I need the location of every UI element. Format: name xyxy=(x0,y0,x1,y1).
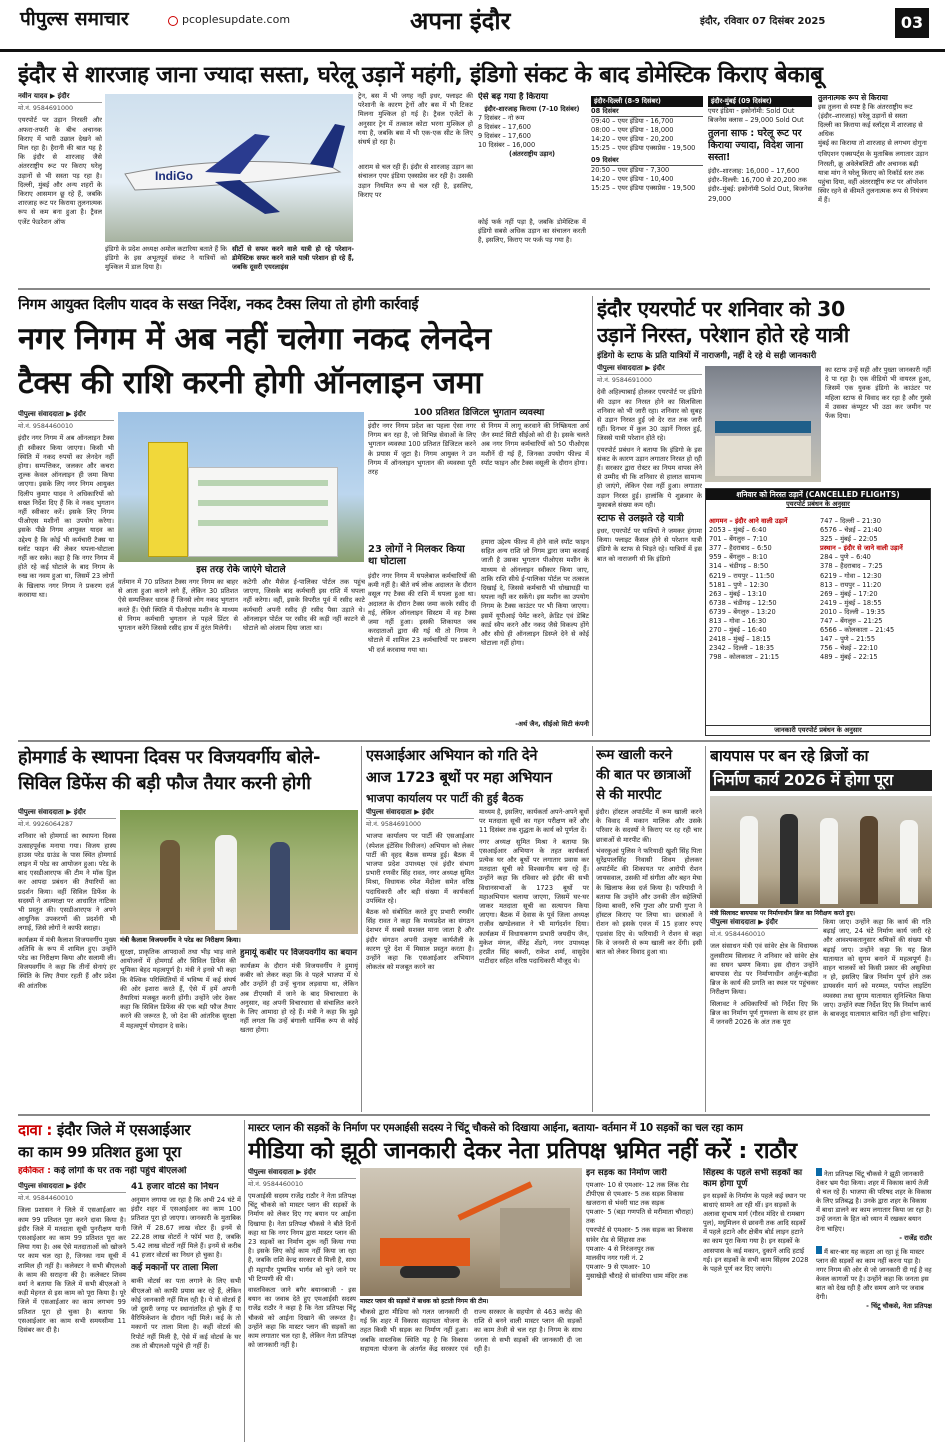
divider xyxy=(18,288,930,290)
departure-row: 2419 – मुंबई – 18:55 xyxy=(820,598,882,607)
s7-headline-2: निर्माण कार्य 2026 में होगा पूरा xyxy=(710,770,932,791)
s1-col1: नवीन यादव ▶ इंदौर मो.नं. 9584691000 एयरपोर्ट पर उड़ान निरस्ती और अफरा-तफरी के बीच अचानक किराए में भारी उछाल देखने को मिल रहा है। हैरानी की बात यह है कि इंदौर से शारजाह जैसे अंतरराष्ट्रीय रूट पर किराए घरेलू उड़ानों से भी सस्ता पड़ रहा है। दिल्ली, मुंबई और अन्य शहरों के किराए आसमान छू रहे हैं, जबकि शारजाह रूट पर किराया तुलनात्मक रूप से कम बना हुआ है। ट्रैवल एजेंट फेडरेशन ऑफ xyxy=(18,92,102,226)
road-item: सांवेर रोड से सिंहासा तक xyxy=(586,1235,646,1244)
s3-col1: पीपुल्स संवाददाता ▶ इंदौर मो.नं. 9584691000 देवी अहिल्याबाई होलकर एयरपोर्ट पर इंडिगो की उड़ान का निरस्त होने का सिलसिला शनिवार को भी जारी रहा। शनिवार को सुबह से उड़ान निरस्त हुईं जो देर रात तक जारी रहीं। दिनभर में कुल 30 उड़ानें निरस्त हुईं, जिससे यात्री परेशान होते रहे। एयरपोर्ट प्रबंधन ने बताया कि इंडिगो के इस संकट के कारण उड़ान लगातार निरस्त हो रही हैं। सरकार द्वारा रोस्टर का नियम वापस लेने से उम्मीद थी कि शनिवार से हालात सामान्य हो जाएंगे, लेकिन ऐसा नहीं हुआ। लगातार उड़ान निरस्त हुई। हालांकि ये शुक्रवार के मुकाबले संख्या कम रही। स्टाफ से उलझते रहे यात्री इधर, एयरपोर्ट पर यात्रियों ने जमकर हंगामा किया। फ्लाइट कैंसल होने से परेशान यात्री इंडिगो के स्टाफ से भिड़ते रहे। यात्रियों में इस बात को नाराजगी थी कि इंडिगो xyxy=(597,364,702,563)
arrival-row: 6739 – बेंगलुरु – 13:20 xyxy=(709,607,776,616)
s5-headline-1: एसआईआर अभियान को गति देने xyxy=(366,748,538,764)
departure-row: 378 – हैदराबाद – 7:25 xyxy=(820,562,883,571)
svg-text:IndiGo: IndiGo xyxy=(155,169,193,183)
s1-col4: ट्रेन, बस में भी जगह नहीं इधर, फ्लाइट की परेशानी के कारण ट्रेनों और बस में भी टिकट मिलना मुश्किल हो गई है। ट्रैवल एजेंटों के अनुसार ट्रेन में तत्काल कोटा भरना मुश्किल हो गया है, जबकि बस में भी एक-एक सीट के लिए संघर्ष हो रहा है। आराम से चल रही हैं। इंदौर से शारजाह उड़ान का संचालन एयर इंडिया एक्सप्रेस कर रही है। उसकी उड़ान नियमित रूप से चल रही है, इसलिए, किराए पर xyxy=(358,92,473,199)
departure-row: 756 – चेन्नई – 22:10 xyxy=(820,644,878,653)
s8-col1: पीपुल्स संवाददाता ▶ इंदौर मो.नं. 9584460010 जिला प्रशासन ने जिले में एसआईआर का काम 99 प्रतिशत पूरा करने दावा किया है। इंदौर जिले में मतदाता सूची पुनरीक्षण यानी एसआईआर का काम 99 प्रतिशत पूरा कर लिया गया है। अब ऐसे मतदाताओं को खोजने पर काम चल रहा है, जिनका नाम सूची में शामिल ही नहीं है। कलेक्टर ने सभी बीएलओ के काम की सराहना की है। कलेक्टर शिवम वर्मा ने बताया कि जिले में सभी बीएलओ ने कड़ी मेहनत से इस काम को पूरा किया है। पूरे जिले में एसआईआर का काम लगभग 99 प्रतिशत पूरा हो चुका है। बताया कि एसआईआर का काम सभी समयसीमा 11 दिसंबर कर दी है। xyxy=(18,1182,126,1335)
s5-col2: माध्यम है, इसलिए, कार्यकर्ता अपने-अपने बूथों पर मतदाता सूची का गहन परीक्षण करें और 11 दिसंबर तक शुद्धता के कार्य को पूर्णता दें। नगर अध्यक्ष सुमित मिश्रा ने बताया कि एसआईआर अभियान के तहत कार्यकर्ता प्रत्येक घर और बूथों पर लगातार प्रवास कर मतदाता सूची को विश्वसनीय बना रहे हैं। उन्होंने कहा कि रविवार को इंदौर की सभी विधानसभाओं के 1723 बूथों पर महाअभियान चलाया जाएगा, जिसमें घर-घर जाकर मतदाता सूची का सत्यापन किया जाएगा। बैठक में देवास के पूर्व जिला अध्यक्ष राजीव खण्डेलवाल ने भी मार्गदर्शन दिया। कार्यक्रम में विधायकगण प्रभारी जयदीप जैन, मुकेश मंगल, वीरेंद्र शेंडगे, नगर उपाध्यक्ष हरप्रीत सिंह बक्शी, राकेश शर्मा, वासुदेव पाटीदार सहित वरिष्ठ पदाधिकारी मौजूद थे। xyxy=(479,808,589,966)
globe-icon xyxy=(168,16,178,26)
s4-headline-2: सिविल डिफेंस की बड़ी फौज तैयार करनी होगी xyxy=(18,773,311,794)
arrival-row: 2342 – दिल्ली – 18:35 xyxy=(709,644,775,653)
divider xyxy=(592,746,593,1112)
departure-row: 813 – रायपुर – 11:20 xyxy=(820,580,882,589)
s9-demolition-photo xyxy=(360,1168,582,1296)
road-item: मुसाखेड़ी चौराहे से सांवरिया धाम मंदिर तक xyxy=(586,1271,688,1280)
departure-row: 747 – दिल्ली – 21:30 xyxy=(820,517,881,525)
s1-fare-row: 9 दिसंबर – 17,600 xyxy=(478,132,531,141)
arrival-row: 959 – बेंगलुरु – 8:10 xyxy=(709,553,768,562)
site-url: pcoplesupdate.com xyxy=(182,13,291,26)
arrival-row: 813 – गोवा – 16:30 xyxy=(709,617,767,626)
page-number: 03 xyxy=(895,8,929,38)
s5-headline-2: आज 1723 बूथों पर महा अभियान xyxy=(366,770,552,786)
s6-headline-2: की बात पर छात्राओं xyxy=(596,767,691,783)
s9-col1: एमआईसी सदस्य राजेंद्र राठौर ने नेता प्रतिपक्ष चिंटू चौकसे को मास्टर प्लान की सड़कों के निर्माण को लेकर दिए गए बयान पर आईना दिखाया है। नेता प्रतिपक्ष चौकसे ने बीते दिनों कहा था कि नगर निगम द्वारा मास्टर प्लान की 23 सड़कों का निर्माण शुरू नहीं किया गया है। इसके लिए कोई काम नहीं किया जा रहा है, जबकि राशि केन्द्र सरकार से मिली है, साथ ही महापौर पुष्यमित्र भार्गव को चुने जाने पर भी टिप्पणी की थी। वास्तविकता जाने बगैर बयानबाजी - इस बयान का जवाब देते हुए एमआईसी सदस्य राजेंद्र राठौर ने कहा है कि नेता प्रतिपक्ष चिंटू चौकसे को आईना दिखाने की जरूरत है। उन्होंने कहा कि मास्टर प्लान की सड़कों का काम लगातार चल रहा है, लेकिन नेता प्रतिपक्ष को जानकारी नहीं है। xyxy=(248,1192,356,1350)
s2-col5b: हमारा उद्देश्य फील्ड में होने वाले स्पॉट फाइन सहित अन्य राशि जो निगम द्वारा जमा करवाई जाती है उसका भुगतान पीओएस मशीन के माध्यम से ऑनलाइन स्वीकार किया जाए, ताकि राशि सीधे ई-पालिका पोर्टल पर तत्काल दिखाई दे, जिससे कर्मचारी भी धोखाधड़ी या घपला नहीं कर सकेंगे। इस मशीन का उपयोग निगम के टैक्स काउंटर पर भी किया जाएगा। इसमें यूपीआई पेमेंट करने, क्रेडिट एवं डेबिट कार्ड स्वैप करने और नकद जैसे विकल्प होंगे और सीधे ही ऑनलाइन डिस्प्ले देने से कोई घोटाला नहीं होगा। xyxy=(481,538,589,648)
s7-photo-caption: मंत्री सिलावट बायपास पर निर्माणाधीन ब्रिज का निरीक्षण करते हुए। xyxy=(710,910,856,917)
departure-row: 6576 – चेन्नई – 21:40 xyxy=(820,526,882,535)
s1-fare-row: 8 दिसंबर – 17,600 xyxy=(478,123,531,132)
departure-row: 6566 – कोलकाता – 21:45 xyxy=(820,626,895,635)
divider xyxy=(361,746,362,1112)
s4-col2: सुरक्षा, प्राकृतिक आपदाओं तथा भीड़ भाड़ वाले आयोजनों में होमगार्ड और सिविल डिफेंस की भूमिका बेहद महत्वपूर्ण है। मंत्री ने इनसे भी कहा कि वैश्विक परिस्थितियों में भविष्य में कई संघर्ष की ओर इशारा करते हैं, ऐसे में हमें अपनी तैयारियां मजबूत करनी होंगी। उन्होंने जोर देकर कहा कि सिविल डिफेंस की एक बड़ी फौज तैयार करने की जरूरत है, जो देश की आंतरिक सुरक्षा में महत्वपूर्ण योगदान दे सके। xyxy=(120,948,236,1030)
road-item: एयरपोर्ट से एमआर- 5 तक सड़क का विकास xyxy=(586,1226,693,1235)
quote-icon xyxy=(816,1168,822,1176)
road-item: खजराना से भंवरी घाट तक सड़क xyxy=(586,1199,665,1208)
s1-fare-row: 10 दिसंबर – 16,000 xyxy=(478,141,536,150)
s2-kicker: निगम आयुक्त दिलीप यादव के सख्त निर्देश, नकद टैक्स लिया तो होगी कार्रवाई xyxy=(18,297,419,313)
s5-kicker: भाजपा कार्यालय पर पार्टी की हुई बैठक xyxy=(366,792,524,805)
s7-site-photo xyxy=(710,796,932,908)
arrival-row: 798 – कोलकाता – 21:15 xyxy=(709,653,780,662)
s4-photo-caption: मंत्री कैलाश विजयवर्गीय ने परेड का निरीक्षण किया। xyxy=(120,936,241,944)
s9-simhastha-box: सिंहस्थ के पहले सभी सड़कों का काम होगा पूर्ण इन सड़कों के निर्माण के पहले कई स्थान पर बाधाएं सामने आ रही थीं। इन सड़कों के अलावा सुभाष मार्ग (गौरव मंदिर से रामबाग पुल), मधुमिलन से छावनी तक आदि सड़कों में पहले हटाने और क्षेत्रीय बोर्ड लाइन हटाने का काम पूरा किया गया है। इन सड़कों के आसपास के कई मकान, दुकानें आदि हटाई गईं। इन सड़कों के सभी काम सिंहस्थ 2028 के पहले पूर्ण कर दिए जाएंगे। xyxy=(703,1168,809,1273)
s1-plane-photo xyxy=(105,94,353,242)
road-item: एमआर- 9 से एमआर- 10 xyxy=(586,1262,651,1271)
brand-logo: पीपुल्स समाचार xyxy=(20,8,129,30)
s6-headline-1: रूम खाली करने xyxy=(596,747,672,763)
s2-col3: कटेगी और मैसेज ई-पालिका पोर्टल तक पहुंच जाएगा, जिसके बाद कर्मचारी इस राशि में घपला नहीं करेगा। वहीं, इसके विपरीत पूर्व में रसीद काटे कर्मचारी अपनी रसीद ही रसीद पैसा उड़ाते थे। ऑनलाइन पोर्टल पर रसीद की कड़ी नहीं काटने से घोटाले को अंजाम दिया जाता था। xyxy=(243,578,365,633)
departure-row: 6219 – गोवा – 12:30 xyxy=(820,571,882,580)
s1-fare-row: 7 दिसंबर – नो रूम xyxy=(478,114,525,123)
s9-col2: चौकसे द्वारा मीडिया को गलत जानकारी दी गई कि शहर में विकास सहायता योजना के तहत किसी भी सड़क का निर्माण नहीं हुआ। जबकि वास्तविक स्थिति यह है कि विकास सहायता योजना के अंतर्गत केंद्र सरकार एवं राज्य सरकार के सहयोग से 463 करोड़ की राशि से बनने वाली मास्टर प्लान की सड़कों का काम तेजी से चल रहा है। निगम के साथ जनता से सभी सड़कों की जानकारी दी जा रही है। xyxy=(360,1308,582,1353)
arrival-row: 314 – चंडीगढ़ – 8:50 xyxy=(709,562,769,571)
divider xyxy=(592,296,593,736)
s1-photo-caption: इंडिगो के प्रदेश अध्यक्ष अमोल कटारिया बताते हैं कि इंडिगो के इस अभूतपूर्व संकट ने यात्रियों को मुश्किल में डाल दिया है। xyxy=(105,245,227,272)
s3-flight-table: शनिवार को निरस्त उड़ानें (CANCELLED FLIGHTS) एयरपोर्ट प्रबंधन के अनुसार आगमन – इंदौर आने वाली उड़ानें 2053 – मुंबई – 6:40 701 – बेंगलुरु – 7:10 377 – हैदराबाद – 6:50 959 – बेंगलुरु – 8:10 314 – चंडीगढ़ – 8:50 6219 – रायपुर – 11:50 5181 – पुणे – 12:30 263 – मुंबई – 13:10 6738 – चंडीगढ़ – 12:50 6739 – बेंगलुरु – 13:20 813 – गोवा – 16:30 270 – मुंबई – 16:40 2418 – मुंबई – 18:15 2342 – दिल्ली – 18:35 798 – कोलकाता – 21:15 747 – दिल्ली – 21:30 6576 – चेन्नई – 21:40 325 – मुंबई – 22:05 प्रस्थान – इंदौर से जाने वाली उड़ानें 284 – पुणे – 6:40 378 – हैदराबाद – 7:25 6219 – गोवा – 12:30 813 – रायपुर – 11:20 269 – मुंबई – 17:20 2419 – मुंबई – 18:55 2010 – दिल्ली – 19:35 747 – बेंगलुरु – 21:25 6566 – कोलकाता – 21:45 147 – पुणे – 21:55 756 – चेन्नई – 22:10 489 – मुंबई – 22:15 जानकारी एयरपोर्ट प्रबंधन के अनुसार xyxy=(705,488,931,736)
s6-headline-3: से की मारपीट xyxy=(596,787,662,803)
s4-col3: हुमायूं कबीर पर विजयवर्गीय का बयान कार्यक्रम के दौरान मंत्री विजयवर्गीय ने हुमायूं कबीर को लेकर कहा कि वे पहले भाजपा में थे और उन्होंने ही उन्हें चुनाव लड़वाया था, लेकिन अब टीएमसी में जाने के बाद विचारधारा के अनुसार, वह अपनी विचारधारा से संचालित करने के लिए आमादा हो रहे हैं। मंत्री ने कहा कि मुझे नहीं लगता कि उन्हें बंगाली धार्मिक रूप से कोई खतरा होगा। xyxy=(240,948,358,1035)
s9-quotes: नेता प्रतिपक्ष चिंटू चौकसे ने झूठी जानकारी देकर भ्रम पैदा किया। शहर में विकास कार्य तेजी से चल रहे हैं। भाजपा की परिषद शहर के विकास के लिए प्रतिबद्ध है। उनके द्वारा शहर के विकास में बाधा डालने का काम लगातार किया जा रहा है। उन्हें जनता के हित को ध्यान में रखकर बयान देना चाहिए। - राजेंद्र राठौर मैं बार-बार यह कहता आ रहा हूं कि मास्टर प्लान की सड़कों का काम नहीं करना पड़ा है। नगर निगम की ओर से जो जानकारी दी गई है वह केवल कागजों पर है। उन्होंने कहा कि जनता इस बात को देख रही है और समय आने पर जवाब देगी। - चिंटू चौकसे, नेता प्रतिपक्ष xyxy=(816,1170,932,1311)
divider xyxy=(705,746,706,1112)
section-title: अपना इंदौर xyxy=(410,7,511,35)
s3-subheadline: इंडिगो के स्टाफ के प्रति यात्रियों में नाराजगी, नहीं दे रहे थे सही जानकारी xyxy=(597,350,817,360)
s2-col4b: इंदौर नगर निगम में घपलेबाज कर्मचारियों की कमी नहीं है। बीते वर्ष लोक अदालत के दौरान वसूल गए टैक्स की राशि में घपला हुआ था। अदालत के दौरान टैक्स जमा करके रसीद दी गई, लेकिन ऑनलाइन सिस्टम में वह टैक्स जमा नहीं हुआ। इसकी शिकायत जब करदाताओं द्वारा की गई थी तो निगम ने घोटाले में शामिल 23 कर्मचारियों पर प्रकरण भी दर्ज करवाया गया था। xyxy=(368,572,476,654)
s3-headline-2: उड़ानें निरस्त, परेशान होते रहे यात्री xyxy=(597,323,849,347)
arrival-row: 2053 – मुंबई – 6:40 xyxy=(709,526,767,535)
road-item: एमआर- 4 से निरंजनपुर तक xyxy=(586,1244,655,1253)
departure-row: 325 – मुंबई – 22:05 xyxy=(820,535,878,544)
departure-row: 269 – मुंबई – 17:20 xyxy=(820,589,878,598)
s7-col2: किया जाए। उन्होंने कहा कि कार्य की गति बढ़ाई जाए, 24 घंटे निर्माण कार्य जारी रहे और आवश्यकतानुसार श्रमिकों की संख्या भी बढ़ाई जाए। उन्होंने कहा कि यह ब्रिज यातायात को सुगम बनाने में महत्वपूर्ण है। वाहन चालकों को किसी प्रकार की असुविधा न हो, इसलिए ब्रिज निर्माण पूर्ण होने तक डायवर्सन मार्ग को मरम्मत, पर्याप्त लाइटिंग व्यवस्था तथा सुगम यातायात सुनिश्चित किया जाए। उन्होंने स्पष्ट निर्देश दिए कि निर्माण कार्य के बावजूद यातायात बाधित नहीं होना चाहिए। xyxy=(823,918,931,1019)
s2-photo-label: इस तरह रोके जाएंगे घोटाले xyxy=(196,565,286,575)
s2-col5: से निगम में लागू करवाने की निष्क्रियता अर्थ जैन स्मार्ट सिटी सीईओ को दी है। इसके चलते अब नगर निगम कर्मचारियों को 50 पीओएस मशीनें दी गई हैं, जिनका उपयोग फील्ड में स्पॉट फाइन और टैक्स वसूली के दौरान होगा। xyxy=(481,422,589,467)
s9-byline-box: पीपुल्स संवाददाता ▶ इंदौर मो.नं. 9584460010 xyxy=(248,1168,356,1188)
dateline: इंदौर, रविवार 07 दिसंबर 2025 xyxy=(700,16,826,27)
departure-row: 747 – बेंगलुरु – 21:25 xyxy=(820,617,883,626)
s2-col4: इंदौर नगर निगम प्रदेश का पहला ऐसा नगर निगम बन रहा है, जो विभिन्न सेवाओं के लिए भुगतान व्यवस्था 100 प्रतिशत डिजिटल करने के प्रयास में जुटा है। निगम आयुक्त ने उन निगम में ऑनलाइन भुगतान की व्यवस्था पूरी तरह xyxy=(368,422,476,477)
s1-fare-box: ऐसे बढ़ गया है किराया इंदौर-शारजाह किराया (7-10 दिसंबर) 7 दिसंबर – नो रूम 8 दिसंबर – 17,600 9 दिसंबर – 17,600 10 दिसंबर – 16,000 (अंतरराष्ट्रीय उड़ान) xyxy=(478,92,586,212)
s6-col1: इंदौर। हॉस्टल अपार्टमेंट में रूम खाली करने के विवाद में मकान मालिक और उसके परिवार के सदस्यों ने किराए पर रह रही चार छात्राओं से मारपीट की। भंवरकुआं पुलिस ने फरियादी खुशी सिंह पिता सुरेंद्रपालसिंह निवासी शिवम होलकर अपार्टमेंट की शिकायत पर आरोपी रोशन जायसवाल, उसकी माँ संगीता और बहन मेघा के खिलाफ केस दर्ज किया है। फरियादी ने बताया कि उन्होंने और उनकी तीन सहेलियों दिव्या बावरी, रुचि गुप्ता और प्राची गुप्ता ने हॉस्टल किराए पर लिया था। छात्राओं ने रोशन को इसके एवज में 15 हजार रुपए एडवांस दिए थे। फरियादी ने रोशन से कहा कि वे जनवरी से रूम खाली कर देंगी। इसी बात को लेकर विवाद हुआ था। xyxy=(596,808,702,957)
arrival-row: 5181 – पुणे – 12:30 xyxy=(709,580,769,589)
s2-sub-heading: 23 लोगों ने मिलकर किया था घोटाला xyxy=(368,544,465,567)
departure-row: 489 – मुंबई – 22:15 xyxy=(820,653,878,662)
arrival-row: 263 – मुंबई – 13:10 xyxy=(709,589,767,598)
s3-airport-photo xyxy=(705,366,821,482)
s3-headline-1: इंदौर एयरपोर्ट पर शनिवार को 30 xyxy=(597,297,845,321)
s2-headline-2: टैक्स की राशि करनी होगी ऑनलाइन जमा xyxy=(18,365,483,401)
s1-headline: इंदौर से शारजाह जाना ज्यादा सस्ता, घरेलू उड़ानें महंगी, इंडिगो संकट के बाद डोमेस्टिक किराए बेकाबू xyxy=(18,62,823,88)
s2-building-photo xyxy=(118,412,364,562)
s4-parade-photo xyxy=(120,810,358,934)
road-item: एमआर- 5 (बड़ा गणपति से मरीमाता चौराहा) तक xyxy=(586,1208,694,1226)
s7-col1: पीपुल्स संवाददाता ▶ इंदौर मो.नं. 9584460010 जल संसाधन मंत्री एवं सांवेर क्षेत्र के विधायक तुलसीराम सिलावट ने शनिवार को सांवेर क्षेत्र का सघन भ्रमण किया। इस दौरान उन्होंने बायपास रोड पर निर्माणाधीन अर्जुन-बड़ौदा ब्रिज के कार्य की प्रगति का स्थल पर पहुंचकर निरीक्षण किया। सिलावट ने अधिकारियों को निर्देश दिए कि ब्रिज का निर्माण पूर्ण गुणवत्ता के साथ हर हाल में जनवरी 2026 के अंत तक पूरा xyxy=(710,918,818,1027)
s8-headline-1: दावा : इंदौर जिले में एसआईआर xyxy=(18,1121,191,1139)
s9-road-list: इन सड़क का निर्माण जारी एमआर- 10 से एमआर- 12 तक लिंक रोड टीपीएस से एमआर- 5 तक सड़क विकास खजराना से भंवरी घाट तक सड़क एमआर- 5 (बड़ा गणपति से मरीमाता चौराहा) तक एयरपोर्ट से एमआर- 5 तक सड़क का विकास सांवेर रोड से सिंहासा तक एमआर- 4 से निरंजनपुर तक मालवीय नगर गली नं. 2 एमआर- 9 से एमआर- 10 मुसाखेड़ी चौराहे से सांवरिया धाम मंदिर तक xyxy=(586,1168,698,1440)
s9-headline: मीडिया को झूठी जानकारी देकर नेता प्रतिपक्ष भ्रमित नहीं करें : राठौर xyxy=(248,1138,797,1164)
s8-reality: हकीकत : कई लोगों के घर तक नहीं पहुंचे बीएलओ xyxy=(18,1166,187,1176)
s4-col1: पीपुल्स संवाददाता ▶ इंदौर मो.नं. 9926064287 शनिवार को होमगार्ड का स्थापना दिवस उत्साहपूर्वक मनाया गया। विजय हास्य हाउस परेड ग्राउंड के पास स्थित होमगार्ड लाइन में परेड का आयोजन हुआ। परेड के बाद एसडीआरएफ की टीम ने मॉक ड्रिल कर आपदा प्रबंधन की तैयारियों का प्रदर्शन किया। वहीं सिविल डिफेंस के सदस्यों ने आत्मरक्षा पर आधारित नाटिका भी प्रस्तुत की। एसडीआरएफ ने अपने आधुनिक उपकरणों की प्रदर्शनी भी लगाई, जिसे लोगों ने काफी सराहा। कार्यक्रम में मंत्री कैलाश विजयवर्गीय मुख्य अतिथि के रूप में शामिल हुए। उन्होंने परेड का निरीक्षण किया और सलामी ली। विजयवर्गीय ने कहा कि तीनों सेनाएं हर स्थिति के लिए तैयार रहती हैं और प्रदेश की आंतरिक xyxy=(18,808,116,990)
arrival-row: 2418 – मुंबई – 18:15 xyxy=(709,635,771,644)
s2-headline-1: नगर निगम में अब नहीं चलेगा नकद लेनदेन xyxy=(18,321,491,357)
road-item: टीपीएस से एमआर- 5 तक सड़क विकास xyxy=(586,1190,684,1199)
arrival-row: 701 – बेंगलुरु – 7:10 xyxy=(709,535,768,544)
s1-mumbai-box: इंदौर-मुंबई (09 दिसंबर) एयर इंडिया - इकोनॉमी: Sold Out बिजनेस क्लास – 29,000 Sold Out तुलना साफ : घरेलू रूट पर किराया ज्यादा, विदेश जाना सस्ता! इंदौर–शारजाह: 16,000 – 17,600 इंदौर–दिल्ली: 16,700 से 20,200 तक इंदौर–मुंबई: इकोनॉमी Sold Out, बिजनेस 29,000 xyxy=(708,97,812,203)
masthead xyxy=(0,0,945,52)
arrival-row: 6738 – चंडीगढ़ – 12:50 xyxy=(709,598,777,607)
divider xyxy=(18,1114,930,1116)
road-item: मालवीय नगर गली नं. 2 xyxy=(586,1253,644,1262)
road-item: एमआर- 10 से एमआर- 12 तक लिंक रोड xyxy=(586,1181,689,1189)
quote-icon xyxy=(816,1246,822,1254)
s8-col2: 41 हजार वोटर्स का निधन अनुमान लगाया जा रहा है कि अभी 24 घंटे में इंदौर शहर में एसआईआर का काम 100 प्रतिशत पूरा हो जाएगा। जानकारी के मुताबिक जिले में 28.67 लाख वोटर हैं। इनमें से 22.28 लाख वोटरों ने फॉर्म भरा है, जबकि 5.42 लाख वोटरों नहीं मिले हैं। इनमें से करीब 41 हजार वोटर्स का निधन हो चुका है। कई मकानों पर ताला मिला बाकी वोटर्स का पता लगाने के लिए सभी बीएलओ को काफी प्रयास कर रहे हैं, लेकिन कोई जानकारी नहीं मिल रही है। ये वो वोटर्स हैं जो दूसरी जगह पर स्थानांतरित हो चुके हैं या वैरिफिकेशन के दौरान नहीं मिले। कई के तो मकानों पर ताला मिला है। कहीं वोटर्स की रिपोर्ट नहीं मिली है, ऐसे में कई वोटर्स के घर तक तो बीएलओ पहुंचे ही नहीं हैं। xyxy=(131,1182,241,1350)
divider xyxy=(244,1120,245,1442)
arrival-row: 377 – हैदराबाद – 6:50 xyxy=(709,544,772,553)
s1-col3: सीटों से सफर करने वाले यात्री हो रहे परेशान- डोमेस्टिक सफर करने वाले यात्री परेशान हो रहे हैं, जबकि दूसरी एयरलाइंस xyxy=(232,245,354,272)
s3-col2: का स्टाफ उन्हें सही और पुख्ता जानकारी नहीं दे पा रहा है। एक वीडियो भी वायरल हुआ, जिसमें एक युवक इंडिगो के काउंटर पर महिला स्टाफ से विवाद कर रहा है और गुस्से में उसका कंप्यूटर भी उठा कर जमीन पर फेंक दिया। xyxy=(825,366,931,421)
s9-photo-caption: मास्टर प्लान की सड़कों में बाधक को हटाती निगम की टीम। xyxy=(360,1298,489,1305)
s1-compare-box: तुलनात्मक रूप से किराया इस तुलना से स्पष्ट है कि अंतरराष्ट्रीय रूट (इंदौर–शारजाह) घरेलू उड़ानों से सस्ता दिल्ली का किराया कई स्लॉट्स में शारजाह से अधिक मुंबई का किराया तो शारजाह से लगभग दोगुना एविएशन एक्सपर्ट्स के मुताबिक लगातार उड़ान निरस्ती, क्रू अवेलेबलिटी और अचानक बढ़ी यात्रा मांग ने घरेलू किराए को रिकॉर्ड स्तर तक पहुंचा दिया, वहीं अंतरराष्ट्रीय रूट पर ऑपरेशन स्थिर रहने से कीमतें तुलनात्मक रूप से नियंत्रण में हैं। xyxy=(818,93,929,204)
departure-row: 284 – पुणे – 6:40 xyxy=(820,553,871,562)
arrival-row: 6219 – रायपुर – 11:50 xyxy=(709,571,775,580)
s5-col1: पीपुल्स संवाददाता ▶ इंदौर मो.नं. 9584691000 भाजपा कार्यालय पर पार्टी की एसआईआर (स्पेशल इंटेंसिव रिवीजन) अभियान को लेकर पार्टी की वृहद बैठक सम्पन्न हुई। बैठक में भाजपा प्रदेश उपाध्यक्ष एवं इंदौर संभाग प्रभारी रणवीर सिंह रावत, नगर अध्यक्ष सुमित मिश्रा, विधायक रमेश मेंदोला समेत वरिष्ठ पदाधिकारी और बड़ी संख्या में कार्यकर्ता उपस्थित रहे। बैठक को संबोधित करते हुए प्रभारी रणवीर सिंह रावत ने कहा कि मध्यप्रदेश का संगठन देशभर में सबसे सशक्त माना जाता है और इंदौर संगठन अपनी उत्कृष्ट कार्यशैली के कारण पूरे देश में मिसाल प्रस्तुत करता है। उन्होंने कहा कि एसआईआर अभियान लोकतंत्र को मजबूत करने का xyxy=(366,808,474,972)
divider xyxy=(18,740,930,742)
s1-col5b: कोई फर्क नहीं पड़ा है, जबकि डोमेस्टिक में इंडिगो सबसे अधिक उड़ान का संचालन करती है, इसलिए, किराए पर फर्क पड़ गया है। xyxy=(478,218,586,245)
s8-headline-2: का काम 99 प्रतिशत हुआ पूरा xyxy=(18,1143,181,1161)
s2-col2: वर्तमान में 70 प्रतिशत टैक्स नगर निगम का बाहर से आता हुआ कराने लगे हैं, लेकिन 30 प्रतिशत ऐसे सम्पत्तिकर धारक हैं जिनसे लोग नकद भुगतान करते हैं। ऐसी स्थिति में पीओएस मशीन के माध्यम से निगम कर्मचारी भुगतान ले पहले प्रिंटर से भुगतान करेंगे जिससे रसीद हाथ में तुरंत मिलेगी। xyxy=(118,578,238,633)
departure-row: 2010 – दिल्ली – 19:35 xyxy=(820,607,886,616)
arrival-row: 270 – मुंबई – 16:40 xyxy=(709,626,767,635)
s2-mid-title: 100 प्रतिशत डिजिटल भुगतान व्यवस्था xyxy=(368,408,590,421)
s7-headline-1: बायपास पर बन रहे ब्रिजों का xyxy=(710,747,869,765)
s2-col1: पीपुल्स संवाददाता ▶ इंदौर मो.नं. 9584460010 इंदौर नगर निगम में अब ऑनलाइन टैक्स ही स्वीकार किया जाएगा। किसी भी स्थिति में नकद रुपयों का लेनदेन नहीं होगा। सम्पत्तिकर, जलकर और कचरा शुल्क केवल ऑनलाइन ही जमा किया जाएगा। इसके लिए नगर निगम आयुक्त दिलीप कुमार यादव ने अधिकारियों को सख्त निर्देश दिए हैं कि वे नकद भुगतान नहीं स्वीकार करें। इसके लिए निगम पीओएस मशीनों का उपयोग करेगा। इसके पीछे निगम आयुक्त यादव का उद्देश्य है कि कोई भी कर्मचारी टैक्स या स्लॉट फाइन की लेकर घपला-घोटाला नहीं कर सके। कहा है कि नगर निगम में होते रहे कई घोटाले के बाद निगम के रुख का नवम हुआ था, जिसमें 23 लोगों के खिलाफ नगर निगम ने प्रकरण दर्ज करवाया था। xyxy=(18,410,114,599)
s2-quote-by: -अर्थ जैन, सीईओ सिटी कंपनी xyxy=(515,720,589,728)
s9-kicker: मास्टर प्लान की सड़कों के निर्माण पर एमआईसी सदस्य ने चिंटू चौकसे को दिखाया आईना, बताया- वर्तमान में 10 सड़कों का चल रहा काम xyxy=(248,1122,743,1134)
s1-delhi-box: इंदौर-दिल्ली (8-9 दिसंबर) 08 दिसंबर 09:40 – एयर इंडिया - 16,700 08:00 – एयर इंडिया - 18,000 14:20 – एयर इंडिया - 20,200 15:25 – एयर इंडिया एक्सप्रेस - 19,500 09 दिसंबर 20:50 – एयर इंडिया - 7,300 14:20 – एयर इंडिया - 10,400 15:25 – एयर इंडिया एक्सप्रेस - 19,500 xyxy=(591,96,703,282)
s4-headline-1: होमगार्ड के स्थापना दिवस पर विजयवर्गीय बोले- xyxy=(18,747,321,768)
departure-row: 147 – पुणे – 21:55 xyxy=(820,635,876,644)
